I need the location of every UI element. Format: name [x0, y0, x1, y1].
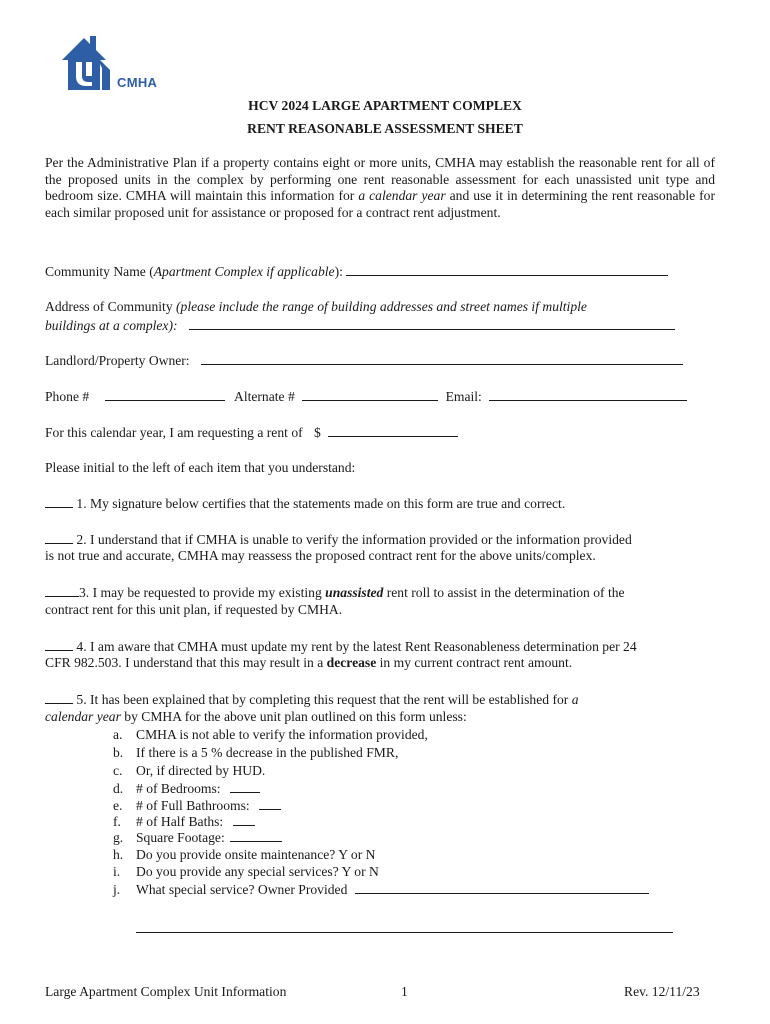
special-service-field-line-2[interactable] — [136, 932, 673, 933]
email-field[interactable] — [489, 388, 687, 401]
subitem-i: i. Do you provide any special services? Y or N — [113, 864, 379, 879]
cmha-logo — [62, 32, 162, 94]
item-2: 2. I understand that if CMHA is unable to verify the information provided or the information provided — [45, 531, 632, 549]
square-footage-field[interactable] — [230, 829, 282, 842]
community-name-field[interactable] — [346, 263, 668, 276]
item-1: 1. My signature below certifies that the statements made on this form are true and correct. — [45, 495, 565, 513]
item-4: 4. I am aware that CMHA must update my rent by the latest Rent Reasonableness determination per 24 — [45, 638, 637, 656]
item-3: 3. I may be requested to provide my existing unassisted rent roll to assist in the determination of the — [45, 584, 625, 602]
community-name-row: Community Name (Apartment Complex if applicable): — [45, 263, 668, 281]
item-5: 5. It has been explained that by completing this request that the rent will be established for a — [45, 691, 579, 709]
subitem-d: d. # of Bedrooms: — [113, 780, 260, 798]
footer-title: Large Apartment Complex Unit Information — [45, 984, 287, 999]
title-line-2: RENT REASONABLE ASSESSMENT SHEET — [247, 121, 523, 136]
subitem-g: g. Square Footage: — [113, 829, 282, 847]
subitem-c: c. Or, if directed by HUD. — [113, 763, 266, 778]
rent-amount-field[interactable] — [328, 424, 458, 437]
alternate-phone-field[interactable] — [302, 388, 438, 401]
address-row-2: buildings at a complex): — [45, 317, 675, 335]
item-5-line-2: calendar year by CMHA for the above unit plan outlined on this form unless: — [45, 709, 467, 724]
landlord-row: Landlord/Property Owner: — [45, 352, 683, 370]
logo-text: CMHA — [117, 75, 158, 90]
house-logo-icon — [62, 32, 118, 94]
item-3-line-2: contract rent for this unit plan, if requested by CMHA. — [45, 602, 343, 617]
subitem-a: a. CMHA is not able to verify the information provided, — [113, 727, 428, 742]
instruction: Please initial to the left of each item that you understand: — [45, 460, 356, 475]
subitem-f: f. # of Half Baths: — [113, 813, 255, 831]
full-bathrooms-field[interactable] — [259, 797, 281, 810]
revision-date: Rev. 12/11/23 — [624, 984, 700, 999]
contact-row: Phone # Alternate # Email: — [45, 388, 687, 406]
address-row: Address of Community (please include the range of building addresses and street names if multiple — [45, 299, 587, 314]
item-4-line-2: CFR 982.503. I understand that this may result in a decrease in my current contract rent amount. — [45, 655, 573, 670]
bedrooms-field[interactable] — [230, 780, 260, 793]
initial-field-2[interactable] — [45, 531, 73, 544]
rent-row: For this calendar year, I am requesting a rent of $ — [45, 424, 458, 442]
subitem-e: e. # of Full Bathrooms: — [113, 797, 281, 815]
half-baths-field[interactable] — [233, 813, 255, 826]
page-number: 1 — [401, 984, 408, 999]
subitem-b: b. If there is a 5 % decrease in the published FMR, — [113, 745, 399, 760]
item-2-line-2: is not true and accurate, CMHA may reassess the proposed contract rent for the above units/complex. — [45, 548, 596, 563]
title-line-1: HCV 2024 LARGE APARTMENT COMPLEX — [248, 98, 522, 113]
subitem-j: j. What special service? Owner Provided — [113, 881, 649, 899]
intro-paragraph: Per the Administrative Plan if a property contains eight or more units, CMHA may establish the reasonable rent for all of the proposed units in the complex by performing one rent reasonable assessment for each unassisted unit type and bedroom size. CMHA will maintain this information for a calendar year and use it in determining the rent reasonable for each similar proposed unit for assistance or proposed for a contract rent adjustment. — [45, 155, 715, 220]
subitem-h: h. Do you provide onsite maintenance? Y or N — [113, 847, 376, 862]
initial-field-5[interactable] — [45, 691, 73, 704]
phone-field[interactable] — [105, 388, 225, 401]
initial-field-4[interactable] — [45, 638, 73, 651]
initial-field-1[interactable] — [45, 495, 73, 508]
special-service-field[interactable] — [355, 881, 649, 894]
address-field[interactable] — [189, 317, 675, 330]
initial-field-3[interactable] — [45, 584, 79, 597]
landlord-field[interactable] — [201, 352, 683, 365]
